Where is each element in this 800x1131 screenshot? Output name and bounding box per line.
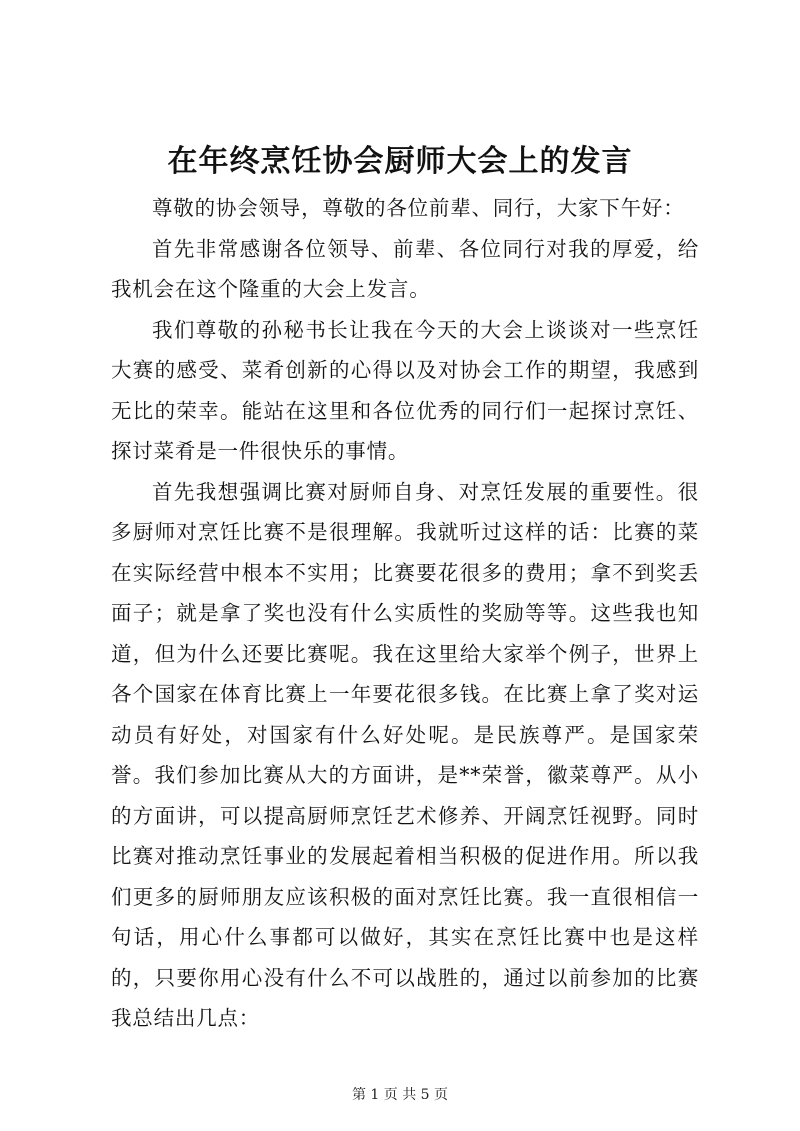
paragraph-introduction: 我们尊敬的孙秘书长让我在今天的大会上谈谈对一些烹饪大赛的感受、菜肴创新的心得以及对协会工作的期望，我感到无比的荣幸。能站在这里和各位优秀的同行们一起探讨烹饪、探讨菜肴是一件很快乐的事情。 (111, 317, 699, 463)
paragraph-thanks: 首先非常感谢各位领导、前辈、各位同行对我的厚爱，给我机会在这个隆重的大会上发言。 (111, 236, 699, 301)
paragraph-competition-importance: 首先我想强调比赛对厨师自身、对烹饪发展的重要性。很多厨师对烹饪比赛不是很理解。我就听过这样的话：比赛的菜在实际经营中根本不实用；比赛要花很多的费用；拿不到奖丢面子；就是拿了奖也没有什么实质性的奖励等等。这些我也知道，但为什么还要比赛呢。我在这里给大家举个例子，世界上各个国家在体育比赛上一年要花很多钱。在比赛上拿了奖对运动员有好处，对国家有什么好处呢。是民族尊严。是国家荣誉。我们参加比赛从大的方面讲，是**荣誉，徽菜尊严。从小的方面讲，可以提高厨师烹饪艺术修养、开阔烹饪视野。同时比赛对推动烹饪事业的发展起着相当积极的促进作用。所以我们更多的厨师朋友应该积极的面对烹饪比赛。我一直很相信一句话，用心什么事都可以做好，其实在烹饪比赛中也是这样的，只要你用心没有什么不可以战胜的，通过以前参加的比赛我总结出几点： (111, 479, 699, 1030)
page-number-footer: 第 1 页 共 5 页 (351, 1087, 449, 1103)
document-title: 在年终烹饪协会厨师大会上的发言 (167, 144, 633, 179)
document-body (111, 188, 699, 1039)
paragraph-greeting: 尊敬的协会领导，尊敬的各位前辈、同行，大家下午好： (152, 196, 685, 220)
